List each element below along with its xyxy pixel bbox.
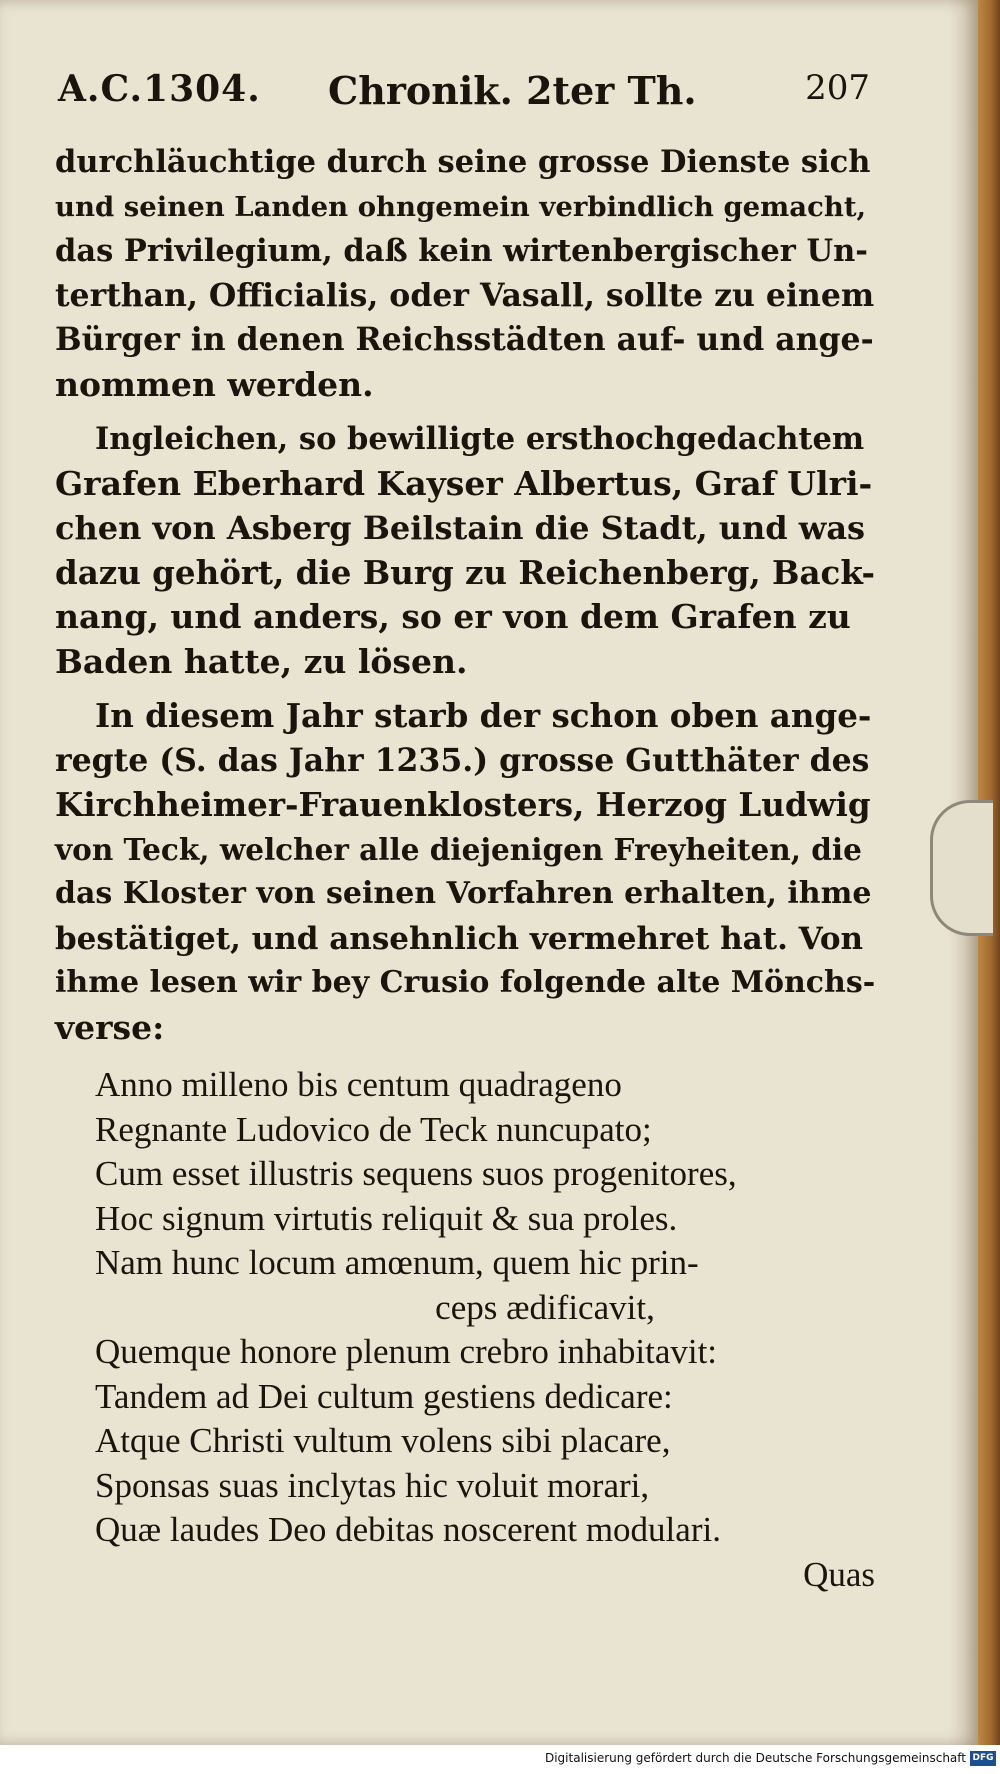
german-text-block	[55, 140, 875, 1050]
text-line: von Teck, welcher alle diejenigen Freyheiten, die	[55, 831, 862, 867]
verse-line: Tandem ad Dei cultum gestiens dedicare:	[95, 1376, 673, 1416]
text-line: Ingleichen, so bewilligte ersthochgedachtem	[95, 421, 865, 457]
text-line: Baden hatte, zu lösen.	[55, 641, 468, 681]
verse-line: Quemque honore plenum crebro inhabitavit:	[95, 1332, 718, 1371]
text-line: das Kloster von seinen Vorfahren erhalten, ihme	[55, 876, 872, 911]
latin-verse-block	[95, 1063, 875, 1597]
catchword: Quas	[803, 1554, 875, 1594]
verse-line: ceps ædificavit,	[435, 1287, 655, 1327]
text-line: nommen werden.	[55, 364, 374, 404]
text-line: durchläuchtige durch seine grosse Dienste sich	[55, 144, 871, 180]
running-header	[58, 68, 870, 118]
text-line: Kirchheimer-Frauenklosters, Herzog Ludwig	[55, 785, 871, 824]
footer-credit: Digitalisierung gefördert durch die Deutsche Forschungsgemeinschaft	[544, 1751, 966, 1765]
text-line: nang, und anders, so er von dem Grafen zu	[55, 597, 851, 636]
verse-line: Cum esset illustris sequens suos progenitores,	[95, 1154, 737, 1193]
text-line: ihme lesen wir bey Crusio folgende alte Mönchs-	[55, 965, 876, 1000]
text-line: bestätiget, und ansehnlich vermehret hat. Von	[55, 920, 864, 957]
text-line: das Privilegium, daß kein wirtenbergischer Un-	[55, 233, 868, 269]
text-line: regte (S. das Jahr 1235.) grosse Gutthäter des	[55, 741, 870, 779]
verse-line: Anno milleno bis centum quadrageno	[95, 1065, 622, 1104]
text-line: verse:	[55, 1007, 165, 1047]
dfg-logo-icon: DFG	[970, 1751, 996, 1766]
verse-line: Regnante Ludovico de Teck nuncupato;	[95, 1109, 652, 1149]
text-line: dazu gehört, die Burg zu Reichenberg, Back-	[55, 552, 876, 592]
text-line: und seinen Landen ohngemein verbindlich gemacht,	[55, 190, 867, 223]
header-year: A.C.1304.	[58, 68, 261, 110]
verse-line: Hoc signum virtutis reliquit & sua proles.	[95, 1198, 678, 1238]
header-title: Chronik. 2ter Th.	[328, 68, 697, 113]
page-number: 207	[805, 68, 870, 108]
verse-line: Nam hunc locum amœnum, quem hic prin-	[95, 1243, 699, 1282]
text-line: chen von Asberg Beilstain die Stadt, und was	[55, 509, 866, 547]
clasp-tab	[930, 800, 993, 936]
text-line: In diesem Jahr starb der schon oben ange-	[95, 696, 872, 735]
text-line: Bürger in denen Reichsstädten auf- und ange-	[55, 321, 874, 358]
verse-line: Quæ laudes Deo debitas noscerent modulari.	[95, 1510, 721, 1549]
text-line: Grafen Eberhard Kayser Albertus, Graf Ulri-	[55, 463, 873, 503]
verse-line: Atque Christi vultum volens sibi placare,	[95, 1421, 671, 1460]
verse-line: Sponsas suas inclytas hic voluit morari,	[95, 1465, 650, 1505]
text-line: terthan, Officialis, oder Vasall, sollte zu einem	[55, 276, 875, 314]
digitization-footer	[0, 1745, 1000, 1774]
